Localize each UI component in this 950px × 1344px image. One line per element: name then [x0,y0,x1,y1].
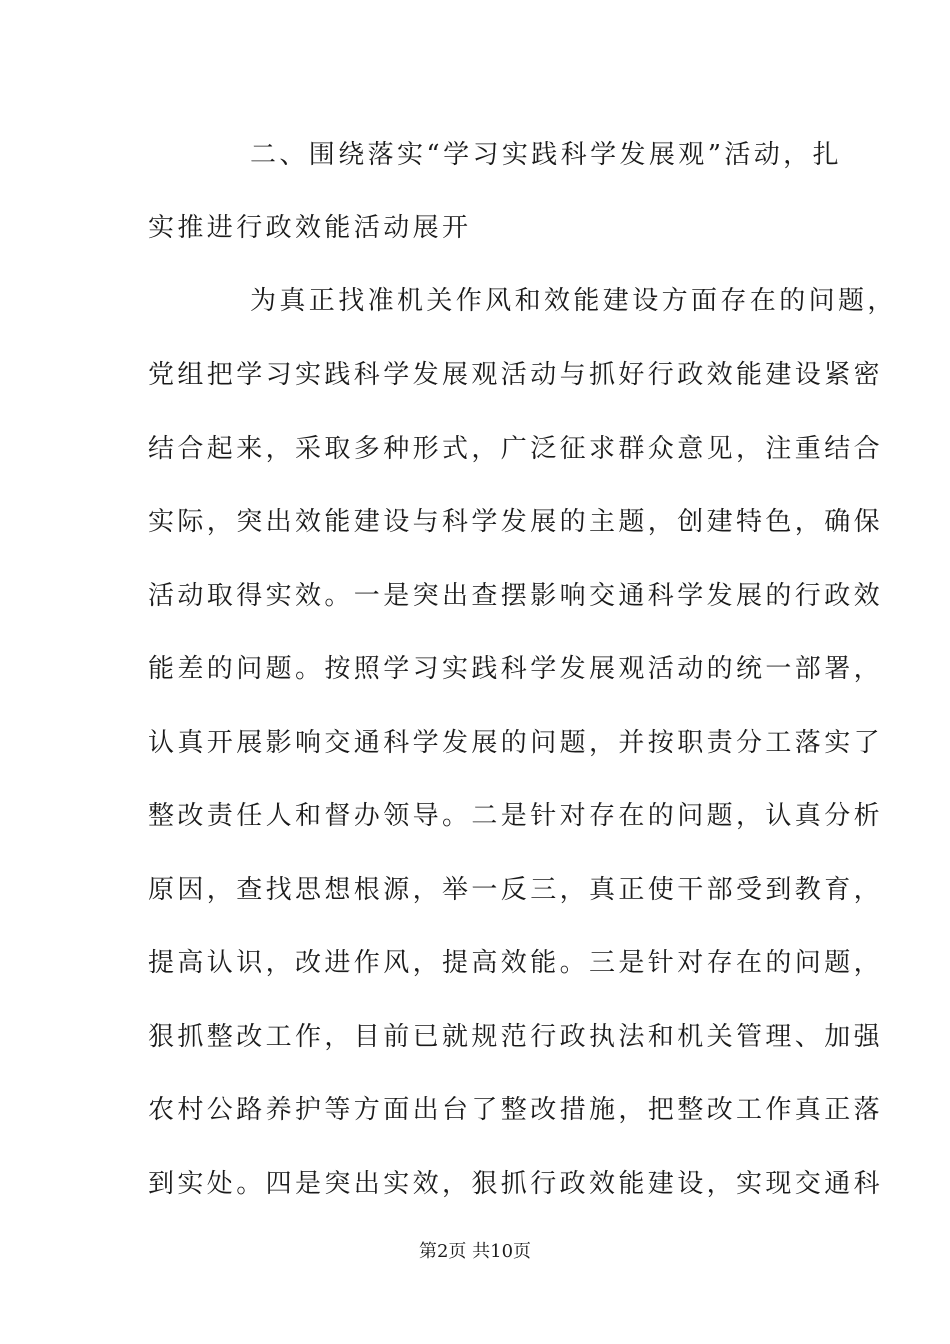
paragraph-line-9: 原因，查找思想根源，举一反三，真正使干部受到教育， [148,875,884,905]
paragraph-line-4: 实际，突出效能建设与科学发展的主题，创建特色，确保 [148,507,884,537]
paragraph-line-11: 狠抓整改工作，目前已就规范行政执法和机关管理、加强 [148,1022,884,1052]
paragraph-line-5: 活动取得实效。一是突出查摆影响交通科学发展的行政效 [148,581,884,611]
paragraph-line-3: 结合起来，采取多种形式，广泛征求群众意见，注重结合 [148,434,884,464]
section-heading-line-1: 二、围绕落实“学习实践科学发展观”活动，扎 [250,140,842,170]
paragraph-line-7: 认真开展影响交通科学发展的问题，并按职责分工落实了 [148,728,884,758]
paragraph-line-10: 提高认识，改进作风，提高效能。三是针对存在的问题， [148,948,884,978]
paragraph-line-12: 农村公路养护等方面出台了整改措施，把整改工作真正落 [148,1095,884,1125]
section-heading-line-2: 实推进行政效能活动展开 [148,213,472,243]
paragraph-line-6: 能差的问题。按照学习实践科学发展观活动的统一部署， [148,654,884,684]
page-number-footer: 第2页 共10页 [418,1241,532,1262]
paragraph-line-13: 到实处。四是突出实效，狠抓行政效能建设，实现交通科 [148,1169,884,1199]
paragraph-line-1: 为真正找准机关作风和效能建设方面存在的问题， [250,286,897,316]
paragraph-line-8: 整改责任人和督办领导。二是针对存在的问题，认真分析 [148,801,884,831]
paragraph-line-2: 党组把学习实践科学发展观活动与抓好行政效能建设紧密 [148,360,884,390]
